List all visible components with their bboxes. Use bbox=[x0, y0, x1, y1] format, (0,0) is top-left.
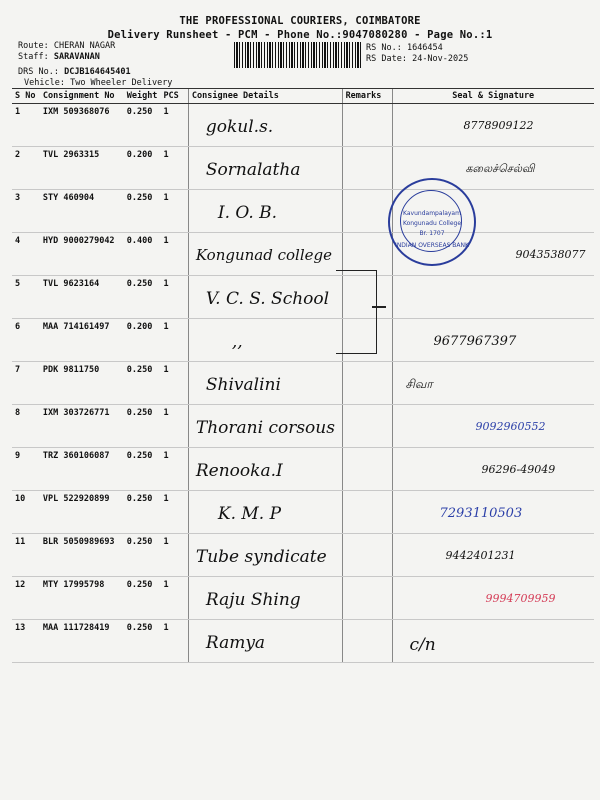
cell-consignee bbox=[188, 534, 342, 577]
cell-consignment: VPL 522920899 bbox=[40, 491, 124, 534]
cell-pcs: 1 bbox=[160, 276, 188, 319]
signature-handwriting: 9043538077 bbox=[515, 248, 586, 261]
bracket-arrow bbox=[372, 306, 386, 308]
col-header-consignee: Consignee Details bbox=[188, 89, 342, 104]
signature-handwriting: 9994709959 bbox=[485, 592, 556, 605]
cell-weight: 0.200 bbox=[124, 147, 161, 190]
col-header-sno: S No bbox=[12, 89, 40, 104]
cell-pcs: 1 bbox=[160, 491, 188, 534]
cell-signature bbox=[392, 276, 594, 319]
signature-handwriting: 7293110503 bbox=[439, 506, 523, 521]
cell-remarks bbox=[342, 362, 392, 405]
cell-consignee bbox=[188, 362, 342, 405]
drs-line bbox=[18, 67, 172, 78]
runsheet-table bbox=[12, 88, 594, 663]
cell-consignment: TVL 9623164 bbox=[40, 276, 124, 319]
consignee-handwriting: Raju Shing bbox=[205, 590, 301, 610]
table-row bbox=[12, 620, 594, 663]
cell-consignee bbox=[188, 233, 342, 276]
barcode bbox=[234, 42, 362, 68]
rs-date-label: RS Date: bbox=[366, 54, 407, 64]
cell-consignee bbox=[188, 104, 342, 147]
cell-weight: 0.250 bbox=[124, 620, 161, 663]
cell-weight: 0.250 bbox=[124, 491, 161, 534]
cell-signature bbox=[392, 577, 594, 620]
consignee-handwriting: I. O. B. bbox=[217, 203, 278, 223]
cell-sno: 5 bbox=[12, 276, 40, 319]
bank-stamp bbox=[388, 178, 476, 266]
cell-remarks bbox=[342, 448, 392, 491]
signature-handwriting: சிவா bbox=[405, 377, 433, 391]
cell-consignment: MAA 714161497 bbox=[40, 319, 124, 362]
rs-no-value: 1646454 bbox=[406, 43, 443, 53]
cell-weight: 0.250 bbox=[124, 190, 161, 233]
signature-handwriting: கலைச்செல்வி bbox=[465, 162, 535, 175]
cell-consignee bbox=[188, 319, 342, 362]
cell-signature bbox=[392, 448, 594, 491]
consignee-handwriting: ,, bbox=[231, 332, 243, 352]
cell-sno: 11 bbox=[12, 534, 40, 577]
stamp-line-1: Kavundampalayam bbox=[403, 210, 461, 217]
cell-pcs: 1 bbox=[160, 233, 188, 276]
table-row bbox=[12, 534, 594, 577]
cell-pcs: 1 bbox=[160, 362, 188, 405]
cell-consignee bbox=[188, 448, 342, 491]
cell-pcs: 1 bbox=[160, 190, 188, 233]
table-row bbox=[12, 104, 594, 147]
consignee-handwriting: V. C. S. School bbox=[205, 289, 330, 309]
cell-sno: 12 bbox=[12, 577, 40, 620]
stamp-line-2: Kongunadu College bbox=[402, 220, 462, 227]
cell-consignee bbox=[188, 620, 342, 663]
staff-value: SARAVANAN bbox=[53, 52, 100, 62]
runsheet-subtitle: Delivery Runsheet - PCM - Phone No.:9047080280 - Page No.:1 bbox=[107, 29, 493, 41]
cell-consignee bbox=[188, 147, 342, 190]
cell-remarks bbox=[342, 534, 392, 577]
staff-label: Staff: bbox=[18, 52, 49, 62]
route-line bbox=[18, 41, 172, 52]
cell-consignment: HYD 9000279042 bbox=[40, 233, 124, 276]
route-value: CHERAN NAGAR bbox=[53, 41, 116, 51]
cell-sno: 9 bbox=[12, 448, 40, 491]
table-row bbox=[12, 448, 594, 491]
cell-consignment: IXM 303726771 bbox=[40, 405, 124, 448]
rs-date-line bbox=[366, 54, 468, 65]
cell-weight: 0.200 bbox=[124, 319, 161, 362]
cell-pcs: 1 bbox=[160, 620, 188, 663]
cell-sno: 8 bbox=[12, 405, 40, 448]
cell-remarks bbox=[342, 190, 392, 233]
cell-pcs: 1 bbox=[160, 448, 188, 491]
col-header-consignment: Consignment No bbox=[40, 89, 124, 104]
cell-remarks bbox=[342, 620, 392, 663]
cell-weight: 0.250 bbox=[124, 276, 161, 319]
cell-consignment: TRZ 360106087 bbox=[40, 448, 124, 491]
cell-weight: 0.250 bbox=[124, 104, 161, 147]
cell-consignee bbox=[188, 276, 342, 319]
cell-remarks bbox=[342, 405, 392, 448]
table-row bbox=[12, 405, 594, 448]
rs-no-label: RS No.: bbox=[366, 43, 402, 53]
stamp-line-4: INDIAN OVERSEAS BANK bbox=[395, 242, 469, 249]
cell-pcs: 1 bbox=[160, 319, 188, 362]
consignee-handwriting: gokul.s. bbox=[205, 117, 274, 137]
cell-consignment: STY 460904 bbox=[40, 190, 124, 233]
cell-sno: 2 bbox=[12, 147, 40, 190]
cell-weight: 0.250 bbox=[124, 362, 161, 405]
consignee-handwriting: Thorani corsous bbox=[195, 418, 335, 438]
cell-consignee bbox=[188, 405, 342, 448]
signature-handwriting: 96296-49049 bbox=[481, 463, 556, 476]
rs-no-line bbox=[366, 43, 468, 54]
cell-signature bbox=[392, 362, 594, 405]
cell-weight: 0.250 bbox=[124, 448, 161, 491]
col-header-weight: Weight bbox=[124, 89, 161, 104]
cell-signature bbox=[392, 319, 594, 362]
cell-pcs: 1 bbox=[160, 534, 188, 577]
cell-consignment: MTY 17995798 bbox=[40, 577, 124, 620]
consignee-handwriting: Renooka.I bbox=[195, 461, 283, 481]
staff-line bbox=[18, 52, 172, 63]
cell-consignment: BLR 5050989693 bbox=[40, 534, 124, 577]
cell-weight: 0.250 bbox=[124, 534, 161, 577]
cell-consignment: PDK 9811750 bbox=[40, 362, 124, 405]
cell-sno: 4 bbox=[12, 233, 40, 276]
cell-signature bbox=[392, 620, 594, 663]
cell-consignee bbox=[188, 577, 342, 620]
table-row bbox=[12, 319, 594, 362]
cell-weight: 0.400 bbox=[124, 233, 161, 276]
cell-sno: 6 bbox=[12, 319, 40, 362]
ditto-bracket bbox=[336, 270, 377, 354]
cell-sno: 13 bbox=[12, 620, 40, 663]
table-row bbox=[12, 276, 594, 319]
signature-handwriting: 9677967397 bbox=[433, 334, 517, 349]
cell-consignment: MAA 111728419 bbox=[40, 620, 124, 663]
meta-right bbox=[366, 43, 468, 65]
table-row bbox=[12, 233, 594, 276]
cell-consignee bbox=[188, 190, 342, 233]
table-row bbox=[12, 190, 594, 233]
col-header-seal: Seal & Signature bbox=[392, 89, 594, 104]
meta-left bbox=[18, 41, 172, 89]
signature-handwriting: 8778909122 bbox=[463, 119, 534, 132]
cell-signature bbox=[392, 491, 594, 534]
cell-pcs: 1 bbox=[160, 147, 188, 190]
cell-remarks bbox=[342, 104, 392, 147]
consignee-handwriting: K. M. P bbox=[217, 504, 282, 524]
cell-pcs: 1 bbox=[160, 577, 188, 620]
cell-signature bbox=[392, 104, 594, 147]
cell-remarks bbox=[342, 577, 392, 620]
cell-sno: 1 bbox=[12, 104, 40, 147]
drs-label: DRS No.: bbox=[18, 67, 59, 77]
drs-value: DCJB164645401 bbox=[64, 67, 131, 77]
consignee-handwriting: Kongunad college bbox=[195, 246, 332, 264]
cell-pcs: 1 bbox=[160, 104, 188, 147]
route-label: Route: bbox=[18, 41, 49, 51]
signature-handwriting: c/n bbox=[409, 635, 436, 655]
col-header-pcs: PCS bbox=[160, 89, 188, 104]
cell-consignment: TVL 2963315 bbox=[40, 147, 124, 190]
table-row bbox=[12, 362, 594, 405]
consignee-handwriting: Shivalini bbox=[205, 375, 281, 395]
vehicle-label: Vehicle: bbox=[24, 78, 65, 88]
cell-signature bbox=[392, 405, 594, 448]
company-title: THE PROFESSIONAL COURIERS, COIMBATORE bbox=[179, 15, 421, 27]
stamp-line-3: Br. 1707 bbox=[419, 230, 445, 237]
cell-sno: 3 bbox=[12, 190, 40, 233]
cell-pcs: 1 bbox=[160, 405, 188, 448]
rs-date-value: 24-Nov-2025 bbox=[412, 54, 469, 64]
cell-weight: 0.250 bbox=[124, 405, 161, 448]
consignee-handwriting: Sornalatha bbox=[205, 160, 301, 180]
cell-consignee bbox=[188, 491, 342, 534]
cell-sno: 7 bbox=[12, 362, 40, 405]
cell-remarks bbox=[342, 147, 392, 190]
vehicle-value: Two Wheeler Delivery bbox=[70, 78, 173, 88]
cell-consignment: IXM 509368076 bbox=[40, 104, 124, 147]
col-header-remarks: Remarks bbox=[342, 89, 392, 104]
cell-weight: 0.250 bbox=[124, 577, 161, 620]
signature-handwriting: 9442401231 bbox=[445, 549, 516, 562]
table-row bbox=[12, 491, 594, 534]
consignee-handwriting: Tube syndicate bbox=[195, 547, 327, 567]
cell-signature bbox=[392, 534, 594, 577]
cell-sno: 10 bbox=[12, 491, 40, 534]
table-row bbox=[12, 147, 594, 190]
cell-remarks bbox=[342, 491, 392, 534]
table-row bbox=[12, 577, 594, 620]
consignee-handwriting: Ramya bbox=[205, 633, 266, 653]
signature-handwriting: 9092960552 bbox=[475, 420, 546, 433]
table-header-row bbox=[12, 89, 594, 104]
